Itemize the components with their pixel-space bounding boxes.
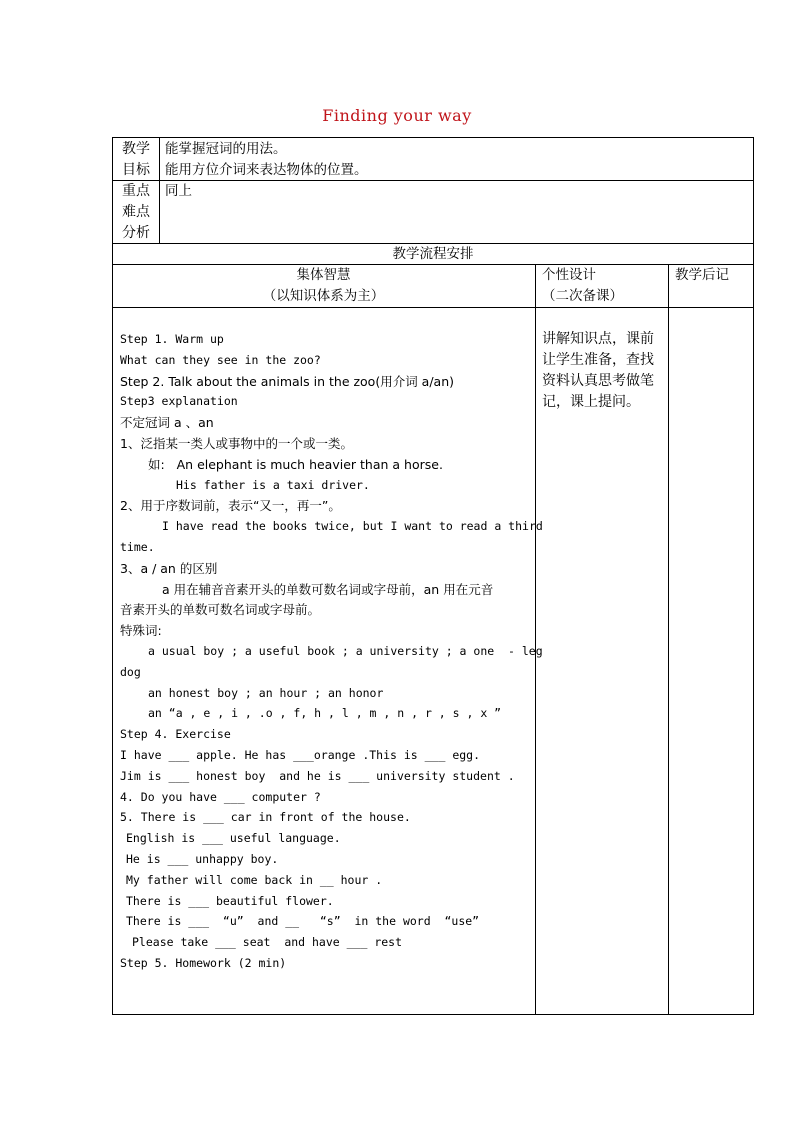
personal-note-line: 让学生准备，查找 — [542, 352, 654, 368]
lesson-line: Step 1. Warm up — [120, 332, 224, 346]
flow-header: 教学流程安排 — [392, 246, 474, 262]
lesson-line: 5. There is ___ car in front of the house. — [120, 810, 411, 825]
lesson-line: Jim is ___ honest boy and he is ___ university student . — [120, 768, 515, 783]
lesson-line: a usual boy ; a useful book ; a university ; a one - leg — [148, 644, 543, 658]
keypoints-content: 同上 — [165, 183, 192, 199]
keypoints-label-line: 分析 — [122, 225, 150, 241]
lesson-line: Step 4. Exercise — [120, 727, 231, 742]
keypoints-label-line: 难点 — [122, 204, 150, 220]
goals-label-line: 目标 — [122, 162, 150, 178]
lesson-line: a 用在辅音音素开头的单数可数名词或字母前，an 用在元音 — [162, 581, 494, 597]
reflection-header: 教学后记 — [675, 267, 729, 283]
lesson-line: English is ___ useful language. — [126, 831, 341, 846]
collective-header — [112, 265, 535, 307]
keypoints-label-line: 重点 — [122, 183, 150, 199]
lesson-line: 4. Do you have ___ computer ? — [120, 789, 321, 804]
document-title: Finding your way — [322, 106, 472, 125]
lesson-line: 不定冠词 a 、an — [120, 415, 214, 431]
lesson-line: Step 2. Talk about the animals in the zoo(用介词 a/an) — [120, 373, 455, 389]
lesson-line: My father will come back in __ hour . — [126, 872, 383, 887]
collective-subtitle: （以知识体系为主） — [262, 288, 385, 304]
personal-note-line: 讲解知识点，课前 — [542, 331, 654, 347]
lesson-line: Please take ___ seat and have ___ rest — [132, 935, 403, 950]
lesson-line: 3、a / an 的区别 — [120, 560, 218, 576]
lesson-line: His father is a taxi driver. — [176, 477, 370, 492]
goals-label-line: 教学 — [122, 141, 150, 157]
lesson-line: He is ___ unhappy boy. — [126, 852, 279, 866]
lesson-line: Step 5. Homework (2 min) — [120, 956, 287, 970]
lesson-line: 如: An elephant is much heavier than a horse. — [148, 456, 443, 472]
personal-note-line: 资料认真思考做笔 — [542, 373, 654, 389]
personal-header — [542, 265, 623, 307]
personal-notes — [542, 329, 654, 413]
lesson-line: 1、泛指某一类人或事物中的一个或一类。 — [120, 436, 353, 451]
lesson-line: 音素开头的单数可数名词或字母前。 — [120, 602, 321, 618]
lesson-line: I have ___ apple. He has ___orange .This is ___ egg. — [120, 748, 481, 762]
lesson-line: 特殊词: — [120, 623, 162, 639]
personal-note-line: 记，课上提问。 — [542, 394, 640, 410]
lesson-line: There is ___ beautiful flower. — [126, 893, 334, 908]
goal-line: 能掌握冠词的用法。 — [165, 141, 287, 157]
personal-subtitle: （二次备课） — [542, 288, 623, 304]
lesson-line: What can they see in the zoo? — [120, 352, 321, 367]
lesson-line: Step3 explanation — [120, 394, 238, 409]
lesson-line: 2、用于序数词前，表示“又一，再一”。 — [120, 498, 341, 514]
lesson-line: time. — [120, 540, 155, 554]
lesson-line: dog — [120, 664, 141, 679]
goals-label — [116, 139, 156, 181]
collective-title: 集体智慧 — [296, 267, 351, 283]
goal-line: 能用方位介词来表达物体的位置。 — [165, 162, 368, 178]
lesson-line: an honest boy ; an hour ; an honor — [148, 685, 384, 700]
lesson-line: There is ___ “u” and __ “s” in the word “use” — [126, 914, 480, 929]
keypoints-label — [116, 181, 156, 244]
lesson-line: an “a , e , i , .o , f, h , l , m , n , r , s , x ” — [148, 706, 502, 721]
personal-title: 个性设计 — [542, 267, 596, 283]
lesson-line: I have read the books twice, but I want to read a third — [162, 519, 543, 534]
goals-content — [165, 139, 368, 181]
